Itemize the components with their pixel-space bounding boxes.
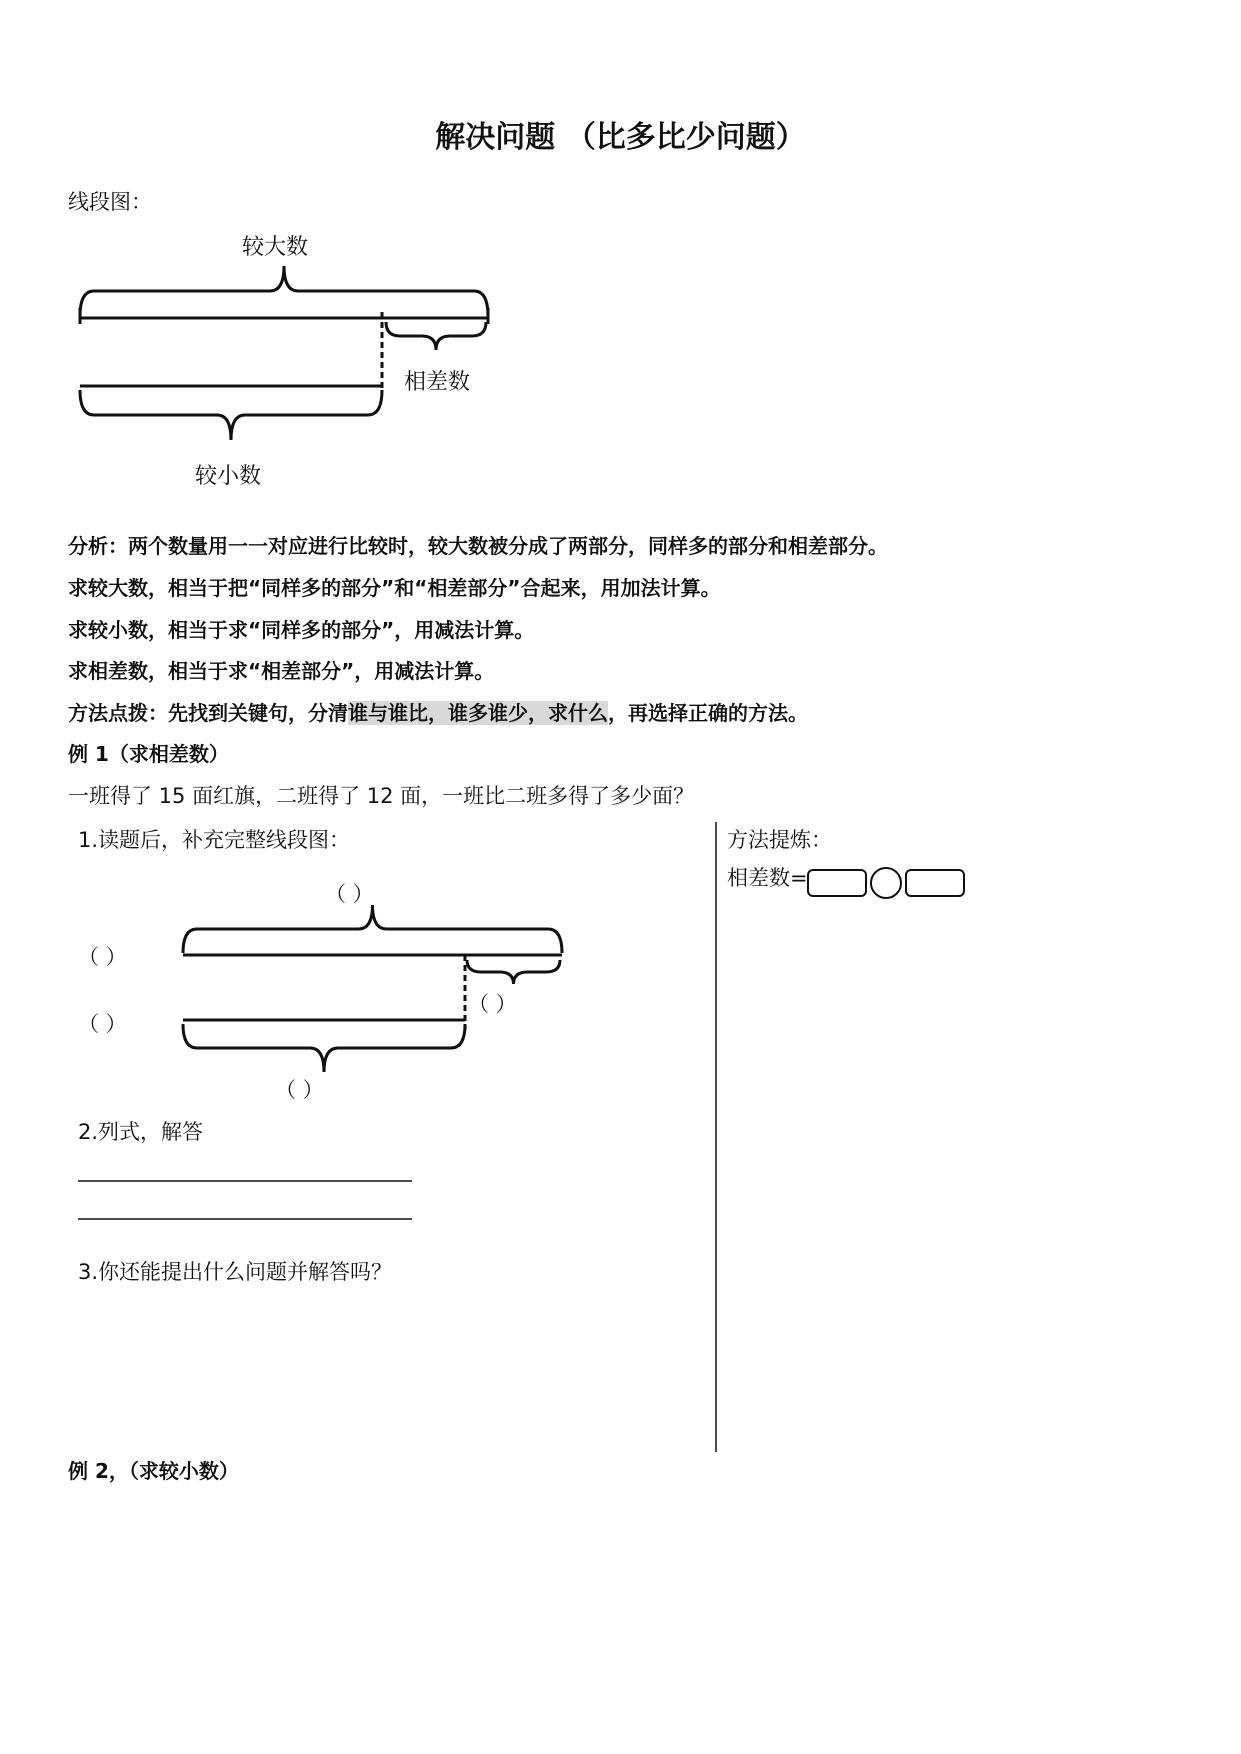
- formula-label: 相差数=: [727, 866, 808, 890]
- method-summary-title: 方法提炼：: [727, 828, 832, 852]
- formula-blank-box[interactable]: [905, 869, 965, 897]
- analysis-line: 求较大数，相当于把“同样多的部分”和“相差部分”合起来，用加法计算。: [68, 576, 721, 600]
- page-title: 解决问题 （比多比少问题）: [435, 120, 806, 155]
- blank-paren[interactable]: （ ）: [275, 1078, 324, 1102]
- smaller-label: 较小数: [195, 464, 262, 489]
- method-tip: [68, 697, 808, 726]
- smaller-brace-2: [183, 1024, 465, 1072]
- blank-paren[interactable]: （ ）: [325, 882, 374, 906]
- diagram-label: 线段图：: [68, 190, 152, 214]
- example2-heading: 例 2，（求较小数）: [68, 1459, 239, 1483]
- analysis-line: 求相差数，相当于求“相差部分”，用减法计算。: [68, 659, 495, 683]
- smaller-brace: [80, 390, 382, 440]
- difference-brace: [386, 322, 486, 350]
- larger-label: 较大数: [242, 235, 309, 260]
- difference-label: 相差数: [404, 370, 471, 395]
- analysis-line: 求较小数，相当于求“同样多的部分”，用减法计算。: [68, 618, 535, 642]
- difference-brace-2: [467, 960, 560, 984]
- operator-circle[interactable]: [870, 867, 902, 899]
- step1-label: 1.读题后，补充完整线段图：: [78, 828, 351, 852]
- analysis-line: 分析：两个数量用一一对应进行比较时，较大数被分成了两部分，同样多的部分和相差部分。: [68, 534, 888, 558]
- method-prefix: 方法点拨：先找到关键句，分清: [68, 701, 348, 725]
- method-highlight: 谁与谁比，谁多谁少，求什么: [348, 701, 608, 725]
- blank-paren[interactable]: （ ）: [78, 1012, 127, 1036]
- example1-heading: 例 1（求相差数）: [68, 742, 229, 766]
- step3-label: 3.你还能提出什么问题并解答吗？: [78, 1260, 393, 1284]
- formula-blank-box[interactable]: [807, 869, 867, 897]
- method-suffix: ，再选择正确的方法。: [608, 701, 808, 725]
- total-brace: [183, 905, 562, 953]
- blank-paren[interactable]: （ ）: [78, 945, 127, 969]
- blank-paren[interactable]: （ ）: [468, 992, 517, 1016]
- larger-brace: [80, 266, 488, 316]
- example1-problem: 一班得了 15 面红旗，二班得了 12 面，一班比二班多得了多少面？: [68, 784, 695, 808]
- step2-label: 2.列式，解答: [78, 1120, 204, 1144]
